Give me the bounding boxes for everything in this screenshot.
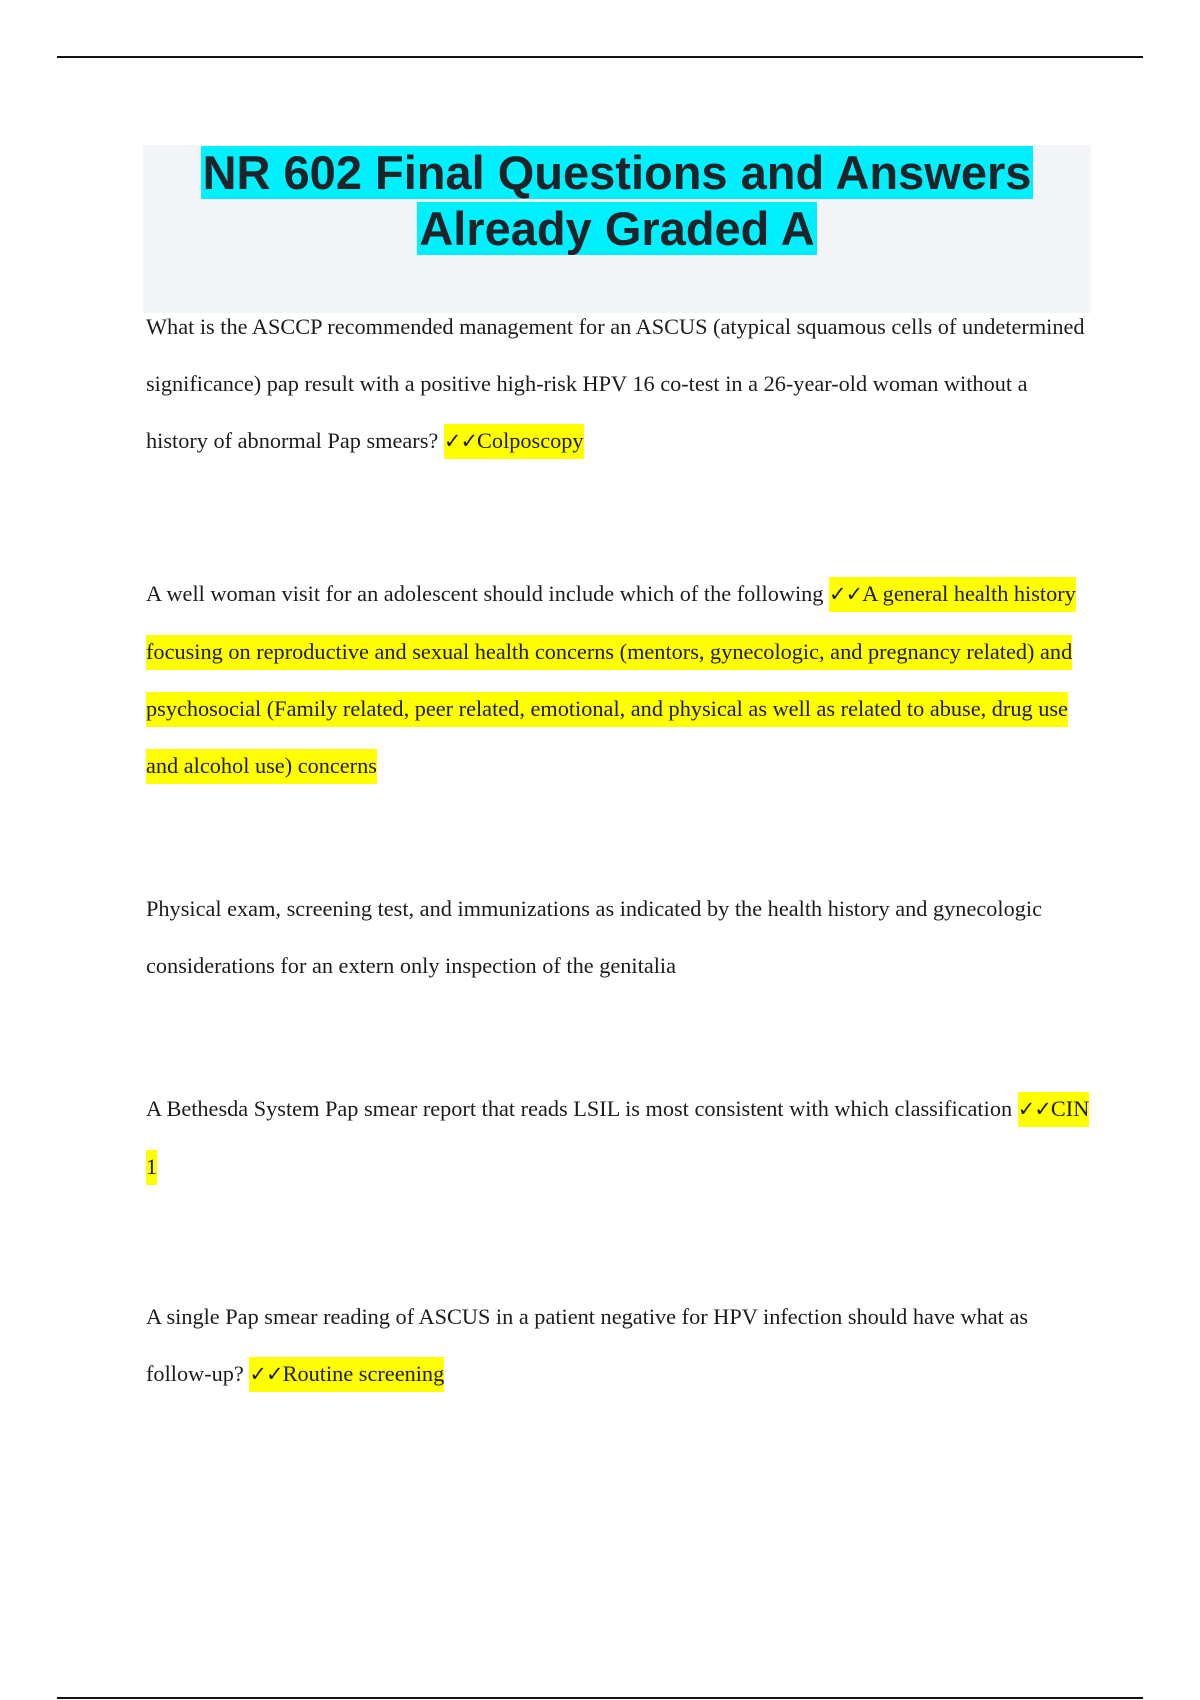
answer-text: Routine screening bbox=[282, 1361, 445, 1386]
title-banner bbox=[143, 145, 1091, 313]
question-text: A single Pap smear reading of ASCUS in a patient negative for HPV infection should have what as follow-up? bbox=[146, 1304, 1029, 1386]
answer-highlight bbox=[249, 1357, 444, 1392]
question-text: What is the ASCCP recommended management for an ASCUS (atypical squamous cells of undetermined significance) pap result with a positive high-risk HPV 16 co-test in a 26-year-old woman without a history of abnormal Pap smears? bbox=[146, 314, 1085, 453]
title-line-2: Already Graded A bbox=[419, 202, 815, 255]
double-check-icon: ✓✓ bbox=[443, 429, 478, 453]
document-title bbox=[143, 145, 1091, 257]
answer-text: A general health history focusing on reproductive and sexual health concerns (mentors, gynecologic, and pregnancy related) and psychosocial (Family related, peer related, emotional, and physical as well as related to abuse, drug use and alcohol use) concerns bbox=[146, 581, 1076, 778]
question-text: A Bethesda System Pap smear report that reads LSIL is most consistent with which classification bbox=[146, 1096, 1013, 1121]
answer-text: Colposcopy bbox=[477, 428, 584, 453]
double-check-icon: ✓✓ bbox=[829, 582, 863, 606]
qa-item-2 bbox=[146, 565, 1091, 794]
qa-item-4 bbox=[146, 1080, 1091, 1195]
answer-highlight bbox=[444, 424, 584, 459]
title-line-1: NR 602 Final Questions and Answers bbox=[202, 146, 1032, 199]
double-check-icon: ✓✓ bbox=[249, 1362, 283, 1386]
bottom-rule bbox=[57, 1697, 1143, 1699]
qa-item-5 bbox=[146, 1288, 1091, 1403]
qa-item-3-text: Physical exam, screening test, and immunizations as indicated by the health history and gynecologic considerations for an extern only inspection of the genitalia bbox=[146, 896, 1042, 978]
question-text: A well woman visit for an adolescent should include which of the following bbox=[146, 581, 824, 606]
top-rule bbox=[57, 56, 1143, 58]
qa-item-1 bbox=[146, 298, 1091, 470]
answer-highlight bbox=[146, 577, 1076, 784]
answer-text: CIN 1 bbox=[146, 1096, 1090, 1179]
double-check-icon: ✓✓ bbox=[1017, 1097, 1051, 1121]
